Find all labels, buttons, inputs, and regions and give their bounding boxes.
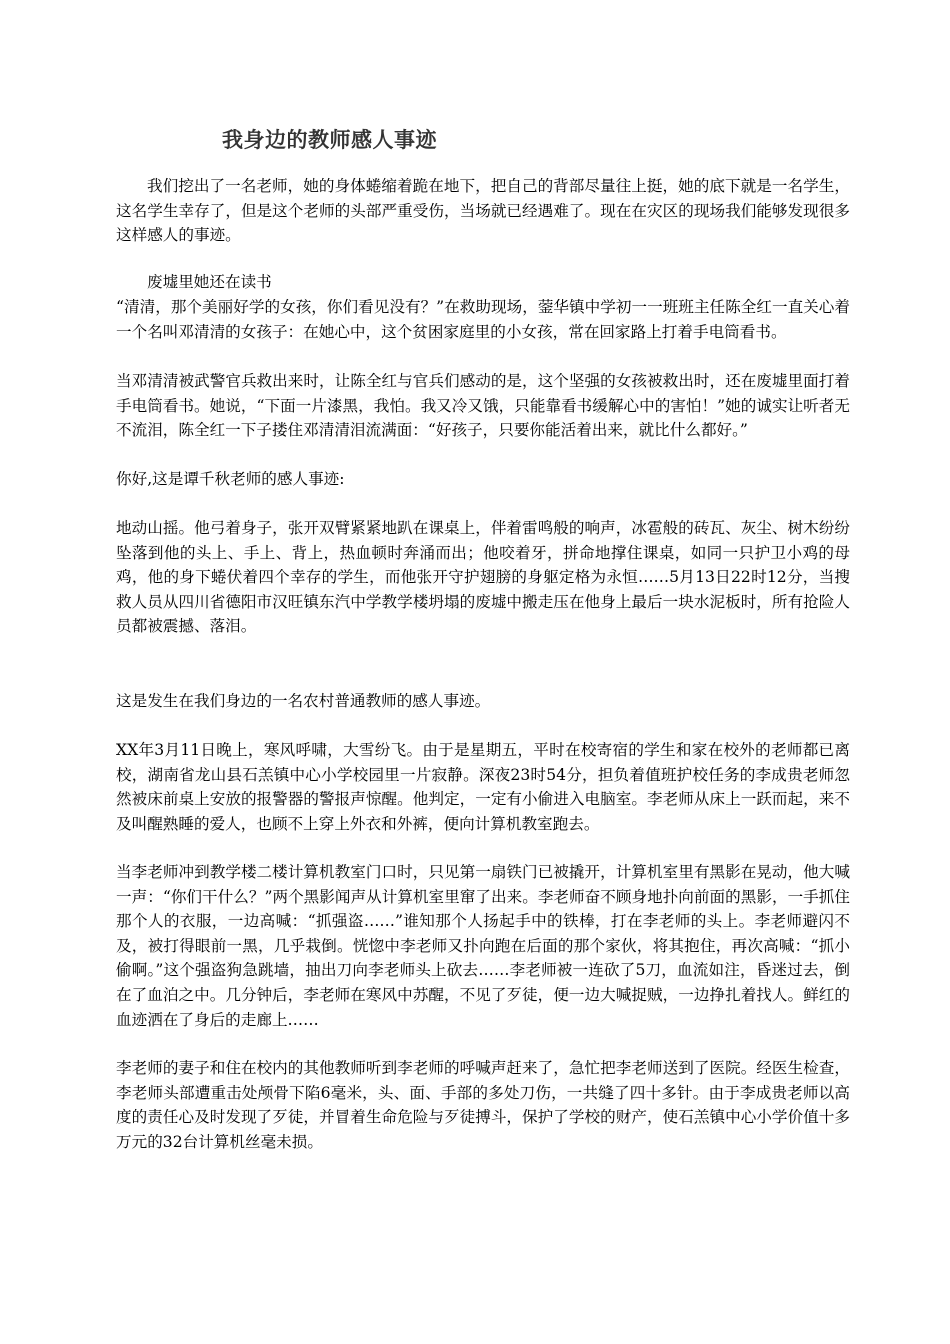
paragraph-rescue: 当邓清清被武警官兵救出来时，让陈全红与官兵们感动的是，这个坚强的女孩被救出时，还在废墟里面打着手电筒看书。她说，“下面一片漆黑，我怕。我又冷又饿，只能靠看书缓解心中的害怕！”她的诚实让听者无不流泪，陈全红一下子搂住邓清清泪流满面：“好孩子，只要你能活着出来，就比什么都好。” <box>116 372 850 440</box>
paragraph-fight: 当李老师冲到教学楼二楼计算机教室门口时，只见第一扇铁门已被撬开，计算机室里有黑影在晃动，他大喊一声：“你们干什么？”两个黑影闻声从计算机室里窜了出来。李老师奋不顾身地扑向前面的黑影，一手抓住那个人的衣服，一边高喊：“抓强盗……”谁知那个人扬起手中的铁棒，打在李老师的头上。李老师避闪不及，被打得眼前一黑，几乎栽倒。恍惚中李老师又扑向跑在后面的那个家伙，将其抱住，再次高喊：“抓小偷啊。”这个强盗狗急跳墙，抽出刀向李老师头上砍去……李老师被一连砍了5刀，血流如注，昏迷过去，倒在了血泊之中。几分钟后，李老师在寒风中苏醒，不见了歹徒，便一边大喊捉贼，一边挣扎着找人。鲜红的血迹洒在了身后的走廊上…… <box>116 863 850 1029</box>
paragraph-earthquake: 地动山摇。他弓着身子，张开双臂紧紧地趴在课桌上，伴着雷鸣般的响声，冰雹般的砖瓦、灰尘、树木纷纷坠落到他的头上、手上、背上，热血顿时奔涌而出；他咬着牙，拼命地撑住课桌，如同一只护卫小鸡的母鸡，他的身下蜷伏着四个幸存的学生，而他张开守护翅膀的身躯定格为永恒……5月13日22时12分，当搜救人员从四川省德阳市汉旺镇东汽中学教学楼坍塌的废墟中搬走压在他身上最后一块水泥板时，所有抢险人员都被震撼、落泪。 <box>116 519 850 636</box>
paragraph-intro: 我们挖出了一名老师，她的身体蜷缩着跪在地下，把自己的背部尽量往上挺，她的底下就是一名学生，这名学生幸存了，但是这个老师的头部严重受伤，当场就已经遇难了。现在在灾区的现场我们能够发现很多这样感人的事迹。 <box>116 177 850 245</box>
document-title: 我身边的教师感人事迹 <box>222 127 437 152</box>
section-heading: 废墟里她还在读书 <box>147 273 272 291</box>
paragraph-hospital: 李老师的妻子和住在校内的其他教师听到李老师的呼喊声赶来了，急忙把李老师送到了医院。经医生检查，李老师头部遭重击处颅骨下陷6毫米，头、面、手部的多处刀伤，一共缝了四十多针。由于李成贵老师以高度的责任心及时发现了歹徒，并冒着生命危险与歹徒搏斗，保护了学校的财产，使石羔镇中心小学价值十多万元的32台计算机丝毫未损。 <box>116 1059 851 1151</box>
paragraph-rural-intro: 这是发生在我们身边的一名农村普通教师的感人事迹。 <box>116 692 491 710</box>
paragraph-qingqing: “清清，那个美丽好学的女孩，你们看见没有？”在救助现场，蓥华镇中学初一一班班主任陈全红一直关心着一个名叫邓清清的女孩子：在她心中，这个贫困家庭里的小女孩，常在回家路上打着手电筒看书。 <box>116 298 850 341</box>
paragraph-tan-intro: 你好,这是谭千秋老师的感人事迹: <box>116 470 345 488</box>
paragraph-night: XX年3月11日晚上，寒风呼啸，大雪纷飞。由于是星期五，平时在校寄宿的学生和家在校外的老师都已离校，湖南省龙山县石羔镇中心小学校园里一片寂静。深夜23时54分，担负着值班护校任务的李成贵老师忽然被床前桌上安放的报警器的警报声惊醒。他判定，一定有小偷进入电脑室。李老师从床上一跃而起，来不及叫醒熟睡的爱人，也顾不上穿上外衣和外裤，便向计算机教室跑去。 <box>116 741 850 833</box>
